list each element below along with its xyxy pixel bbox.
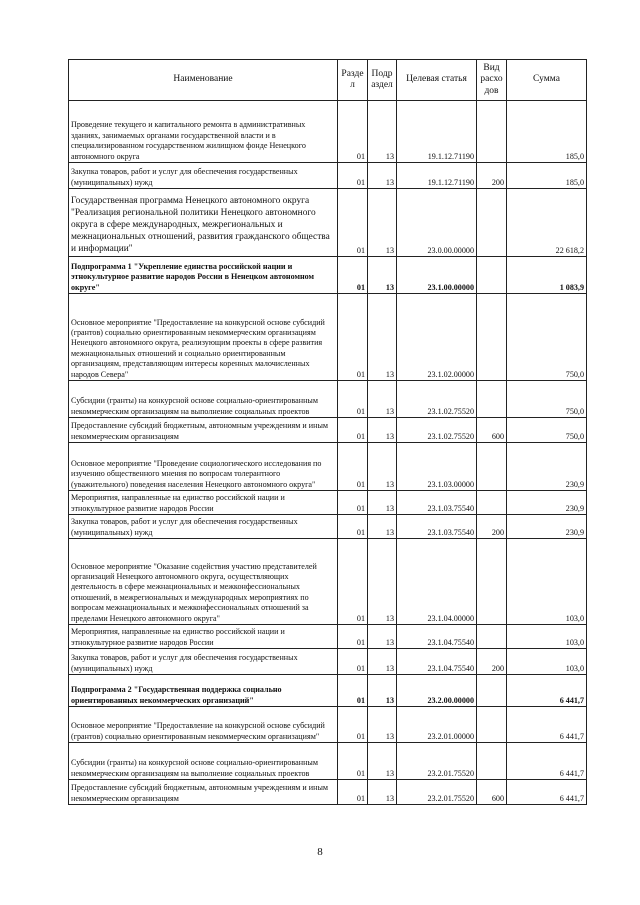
row-section: 01 (338, 381, 368, 418)
row-target: 23.2.01.75520 (397, 743, 477, 780)
row-type (477, 189, 507, 257)
table-row (69, 707, 587, 743)
row-amount: 750,0 (507, 418, 587, 443)
row-target: 23.1.04.00000 (397, 539, 477, 625)
table-row (69, 163, 587, 189)
row-subsection: 13 (368, 625, 397, 649)
header-amount: Сумма (507, 60, 587, 101)
row-amount: 6 441,7 (507, 780, 587, 805)
table-row (69, 189, 587, 257)
row-target: 19.1.12.71190 (397, 163, 477, 189)
row-amount: 185,0 (507, 163, 587, 189)
row-target: 19.1.12.71190 (397, 101, 477, 163)
row-type (477, 443, 507, 491)
row-type (477, 707, 507, 743)
table-row (69, 257, 587, 294)
row-section: 01 (338, 675, 368, 707)
row-name: Основное мероприятие "Предоставление на конкурсной основе субсидий (грантов) социально ориентированным некоммерческим организациям Ненецкого автономного округа, реализующим проекты в сфере развития межнациональных отношений и социально ориентированным организациям, представляющим интересы коренных малочисленных народов Севера" (69, 294, 338, 381)
row-section: 01 (338, 101, 368, 163)
row-section: 01 (338, 743, 368, 780)
row-target: 23.2.01.75520 (397, 780, 477, 805)
row-type (477, 491, 507, 515)
row-name: Предоставление субсидий бюджетным, автономным учреждениям и иным некоммерческим организациям (69, 780, 338, 805)
row-type (477, 539, 507, 625)
row-amount: 22 618,2 (507, 189, 587, 257)
row-type (477, 381, 507, 418)
row-section: 01 (338, 649, 368, 675)
row-target: 23.2.01.00000 (397, 707, 477, 743)
row-section: 01 (338, 780, 368, 805)
row-type: 200 (477, 515, 507, 539)
row-name: Мероприятия, направленные на единство российской нации и этнокультурное развитие народов России (69, 491, 338, 515)
row-subsection: 13 (368, 418, 397, 443)
row-subsection: 13 (368, 257, 397, 294)
row-section: 01 (338, 189, 368, 257)
row-target: 23.1.02.75520 (397, 418, 477, 443)
row-target: 23.1.02.00000 (397, 294, 477, 381)
row-type: 600 (477, 418, 507, 443)
row-amount: 750,0 (507, 381, 587, 418)
row-type (477, 294, 507, 381)
row-target: 23.2.00.00000 (397, 675, 477, 707)
row-section: 01 (338, 515, 368, 539)
header-target: Целевая статья (397, 60, 477, 101)
row-section: 01 (338, 443, 368, 491)
row-name: Государственная программа Ненецкого автономного округа "Реализация региональной политики Ненецкого автономного округа в сфере международных, межрегиональных и межнациональных отношений, развития гражданского общества и информации" (69, 189, 338, 257)
row-amount: 750,0 (507, 294, 587, 381)
table-row (69, 101, 587, 163)
row-amount: 230,9 (507, 491, 587, 515)
row-name: Закупка товаров, работ и услуг для обеспечения государственных (муниципальных) нужд (69, 649, 338, 675)
row-section: 01 (338, 418, 368, 443)
row-amount: 103,0 (507, 625, 587, 649)
row-amount: 230,9 (507, 515, 587, 539)
row-target: 23.1.03.75540 (397, 491, 477, 515)
row-subsection: 13 (368, 515, 397, 539)
row-type (477, 101, 507, 163)
row-type (477, 675, 507, 707)
table-row (69, 625, 587, 649)
row-name: Проведение текущего и капитального ремонта в административных зданиях, занимаемых органами государственной власти и в специализированном государственном жилищном фонде Ненецкого автономного округа (69, 101, 338, 163)
row-subsection: 13 (368, 443, 397, 491)
header-subsection: Подр аздел (368, 60, 397, 101)
row-type (477, 625, 507, 649)
row-section: 01 (338, 625, 368, 649)
table-row (69, 675, 587, 707)
row-type: 200 (477, 649, 507, 675)
row-name: Подпрограмма 1 "Укрепление единства российской нации и этнокультурное развитие народов России в Ненецком автономном округе" (69, 257, 338, 294)
row-subsection: 13 (368, 491, 397, 515)
row-name: Предоставление субсидий бюджетным, автономным учреждениям и иным некоммерческим организациям (69, 418, 338, 443)
row-name: Подпрограмма 2 "Государственная поддержка социально ориентированных некоммерческих организаций" (69, 675, 338, 707)
row-section: 01 (338, 257, 368, 294)
table-row (69, 780, 587, 805)
row-amount: 6 441,7 (507, 675, 587, 707)
row-target: 23.1.03.75540 (397, 515, 477, 539)
row-amount: 185,0 (507, 101, 587, 163)
row-target: 23.1.04.75540 (397, 625, 477, 649)
row-target: 23.1.02.75520 (397, 381, 477, 418)
row-subsection: 13 (368, 163, 397, 189)
table-row (69, 294, 587, 381)
row-amount: 103,0 (507, 539, 587, 625)
row-name: Закупка товаров, работ и услуг для обеспечения государственных (муниципальных) нужд (69, 515, 338, 539)
row-target: 23.1.04.75540 (397, 649, 477, 675)
row-target: 23.0.00.00000 (397, 189, 477, 257)
row-name: Субсидии (гранты) на конкурсной основе социально-ориентированным некоммерческим организациям на выполнение социальных проектов (69, 381, 338, 418)
row-target: 23.1.03.00000 (397, 443, 477, 491)
row-type: 600 (477, 780, 507, 805)
row-section: 01 (338, 294, 368, 381)
row-subsection: 13 (368, 675, 397, 707)
header-name: Наименование (69, 60, 338, 101)
row-section: 01 (338, 491, 368, 515)
header-expense-type: Вид расхо дов (477, 60, 507, 101)
row-section: 01 (338, 707, 368, 743)
row-target: 23.1.00.00000 (397, 257, 477, 294)
row-subsection: 13 (368, 381, 397, 418)
table-row (69, 743, 587, 780)
row-subsection: 13 (368, 101, 397, 163)
table-row (69, 418, 587, 443)
row-subsection: 13 (368, 707, 397, 743)
row-type: 200 (477, 163, 507, 189)
table-header-row (69, 60, 587, 101)
row-name: Мероприятия, направленные на единство российской нации и этнокультурное развитие народов России (69, 625, 338, 649)
row-name: Основное мероприятие "Проведение социологического исследования по изучению общественного мнения по вопросам толерантного (уважительного) поведения населения Ненецкого автономного округа" (69, 443, 338, 491)
row-type (477, 743, 507, 780)
header-section: Разде л (338, 60, 368, 101)
row-amount: 6 441,7 (507, 707, 587, 743)
table-row (69, 381, 587, 418)
table-row (69, 491, 587, 515)
row-type (477, 257, 507, 294)
row-section: 01 (338, 539, 368, 625)
row-subsection: 13 (368, 294, 397, 381)
row-subsection: 13 (368, 539, 397, 625)
row-name: Субсидии (гранты) на конкурсной основе социально-ориентированным некоммерческим организациям на выполнение социальных проектов (69, 743, 338, 780)
row-subsection: 13 (368, 649, 397, 675)
row-amount: 6 441,7 (507, 743, 587, 780)
row-subsection: 13 (368, 189, 397, 257)
table-row (69, 443, 587, 491)
row-amount: 1 083,9 (507, 257, 587, 294)
table-row (69, 539, 587, 625)
row-section: 01 (338, 163, 368, 189)
table-row (69, 515, 587, 539)
table-row (69, 649, 587, 675)
row-subsection: 13 (368, 743, 397, 780)
row-name: Основное мероприятие "Оказание содействия участию представителей организаций Ненецкого автономного округа, осуществляющих деятельность в сфере межнациональных и межконфессиональных отношений, в межрегиональных и международных мероприятиях по вопросам межнациональных и межконфессиональных отношений за пределами Ненецкого автономного округа" (69, 539, 338, 625)
row-name: Основное мероприятие "Предоставление на конкурсной основе субсидий (грантов) социально ориентированным некоммерческим организациям" (69, 707, 338, 743)
page-number: 8 (317, 846, 323, 858)
row-amount: 103,0 (507, 649, 587, 675)
row-amount: 230,9 (507, 443, 587, 491)
row-name: Закупка товаров, работ и услуг для обеспечения государственных (муниципальных) нужд (69, 163, 338, 189)
budget-table (68, 59, 587, 805)
row-subsection: 13 (368, 780, 397, 805)
